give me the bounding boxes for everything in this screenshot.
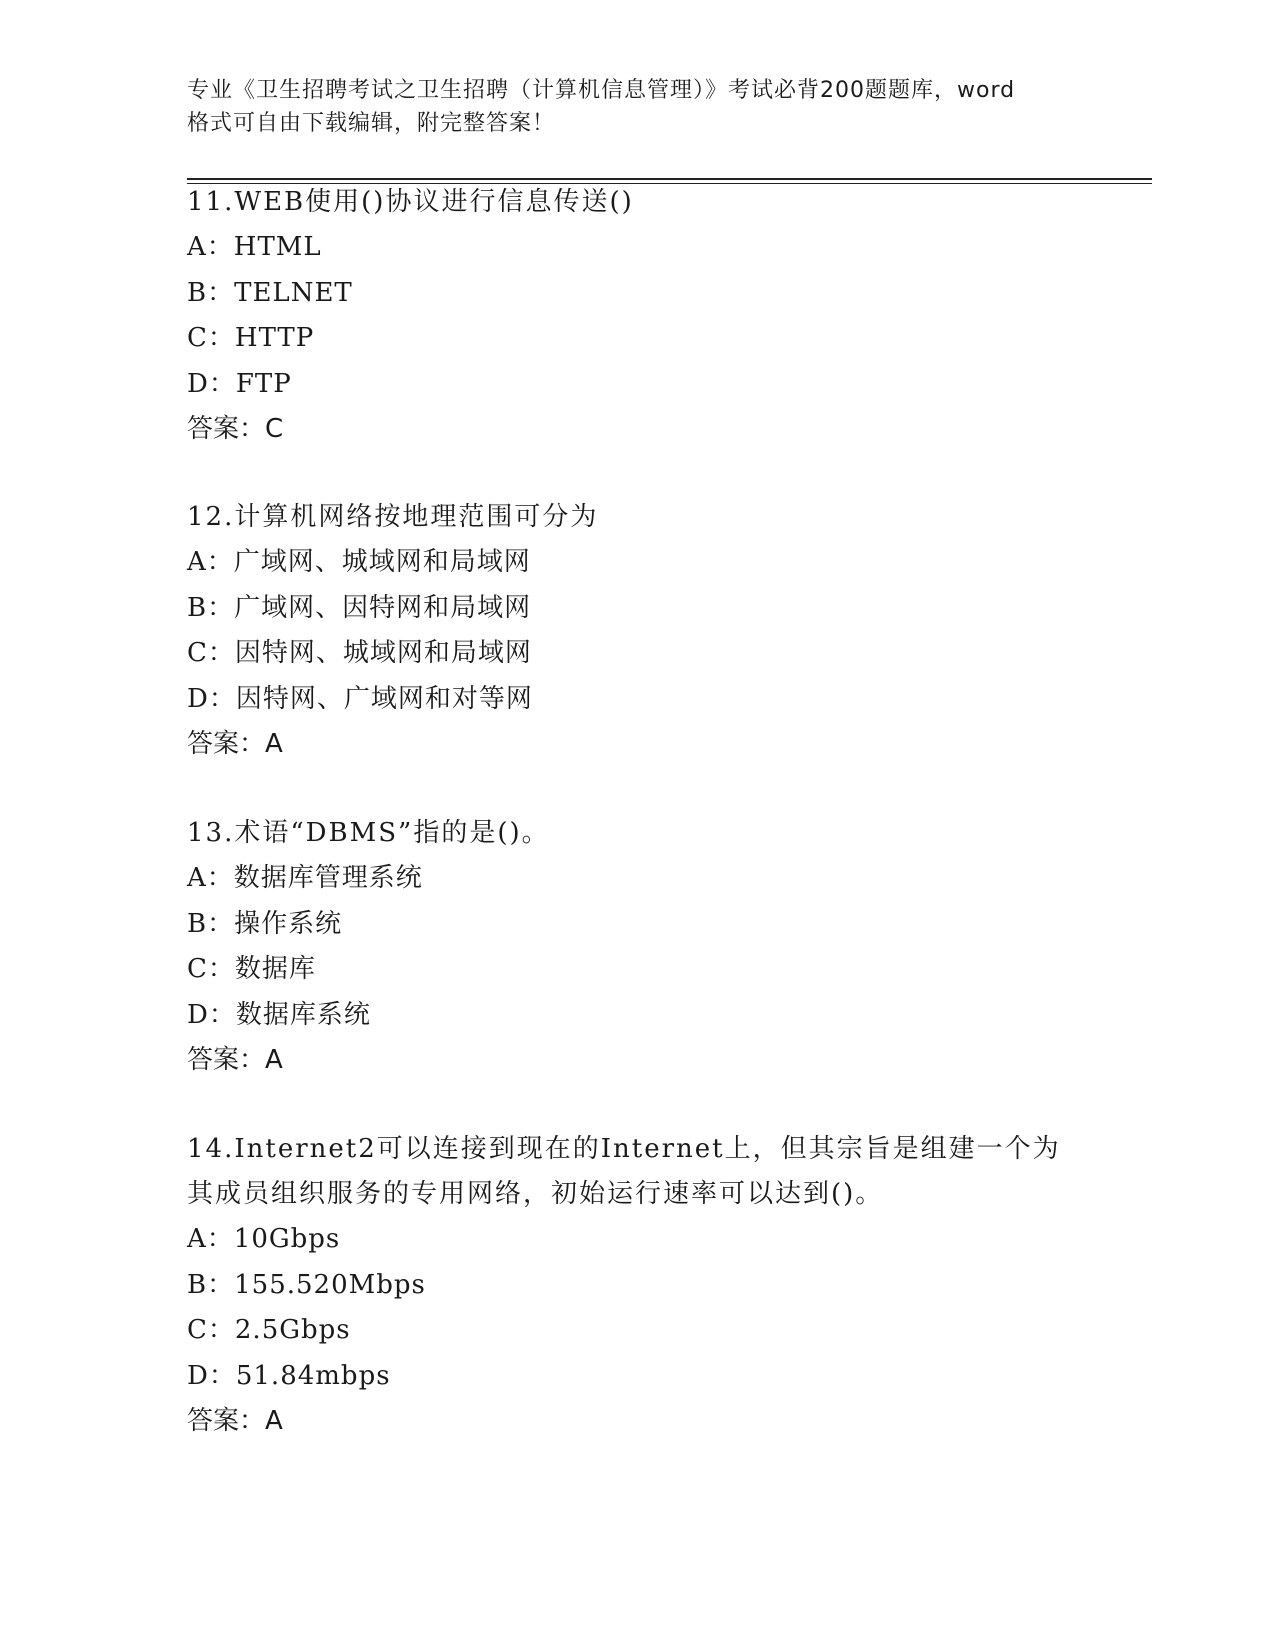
question-11: [187, 180, 1087, 452]
option-b: B：广域网、因特网和局域网: [187, 592, 532, 623]
answer: 答案：C: [187, 414, 284, 444]
option-d: D：51.84mbps: [187, 1360, 391, 1391]
option-c: C：2.5Gbps: [187, 1315, 351, 1345]
question-14: [187, 1127, 1087, 1444]
option-a: A：HTML: [187, 232, 322, 262]
option-d: D：因特网、广域网和对等网: [187, 683, 533, 714]
question-13: [187, 811, 1087, 1083]
option-d: D：FTP: [187, 368, 292, 399]
question-title: 12.计算机网络按地理范围可分为: [187, 502, 599, 532]
question-title: 13.术语“DBMS”指的是()。: [187, 818, 550, 848]
document-header: [187, 74, 1087, 140]
question-title-line-1: 14.Internet2可以连接到现在的Internet上，但其宗旨是组建一个为: [187, 1134, 1061, 1164]
option-c: C：HTTP: [187, 323, 315, 353]
answer: 答案：A: [187, 1406, 283, 1436]
option-b: B：操作系统: [187, 908, 343, 939]
answer: 答案：A: [187, 1045, 283, 1075]
option-a: A：数据库管理系统: [187, 863, 423, 893]
option-c: C：因特网、城域网和局域网: [187, 638, 532, 668]
option-d: D：数据库系统: [187, 999, 371, 1030]
option-b: B：TELNET: [187, 277, 353, 308]
option-a: A：10Gbps: [187, 1224, 341, 1254]
answer: 答案：A: [187, 729, 283, 759]
header-line-2: 格式可自由下载编辑，附完整答案！: [187, 111, 556, 136]
question-12: [187, 495, 1087, 767]
option-b: B：155.520Mbps: [187, 1269, 426, 1300]
question-title: 11.WEB使用()协议进行信息传送(): [187, 187, 634, 217]
header-line-1: 专业《卫生招聘考试之卫生招聘（计算机信息管理）》考试必背200题题库，word: [187, 78, 1016, 103]
option-a: A：广域网、城域网和局域网: [187, 547, 531, 577]
question-title-line-2: 其成员组织服务的专用网络，初始运行速率可以达到()。: [187, 1179, 884, 1209]
option-c: C：数据库: [187, 954, 316, 984]
